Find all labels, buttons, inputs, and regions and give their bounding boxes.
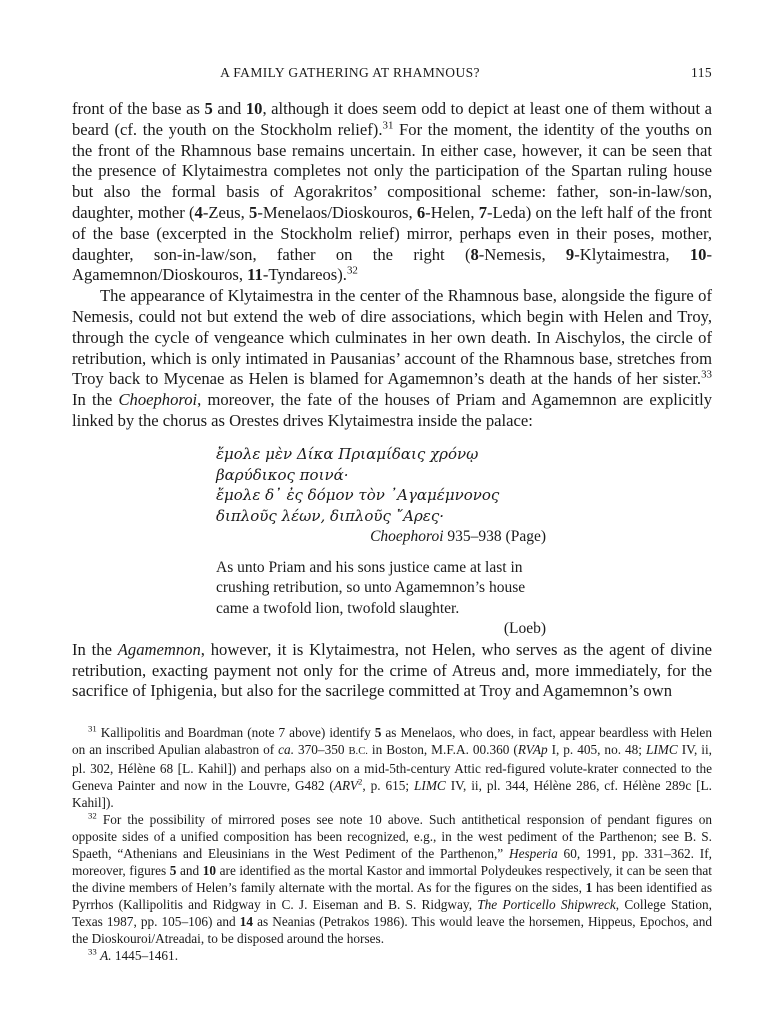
work-title: Choephoroi bbox=[118, 390, 198, 410]
greek-line: βαρύδικος ποινά· bbox=[216, 465, 349, 484]
footnote-33: $^{33}$ A. 1445–1461. bbox=[88, 946, 179, 963]
paragraph-2: The appearance of Klytaimestra in the center of the Rhamnous base, alongside the figure of Nemesis, could not but extend the web of dire associations, which begin with Helen and Troy, through the cycle of vengeance which culminates in her own death. In Aischylos, the circle of retribution, which is only intimated in Pausanias’ account of the Rhamnous base, stretches from Troy back to Mycenae as Helen is blamed for Agamemnon’s death at the hands of her sister.$^{33}$ In the Choephoroi, moreover, the fate of the houses of Priam and Agamemnon are explicitly linked by the chorus as Orestes drives Klytaimestra inside the palace: bbox=[72, 286, 712, 430]
greek-line: διπλοῦς λέων, διπλοῦς ῎Αρες· bbox=[216, 507, 445, 526]
paragraph-3: In the Agamemnon, however, it is Klytaimestra, not Helen, who serves as the agent of divine retribution, exacting payment not only for the crime of Atreus and, more immediately, for the sacrifice of Iphigenia, but also for the sacrilege committed at Troy and Agamemnon’s own bbox=[72, 639, 712, 701]
running-title: A FAMILY GATHERING AT RHAMNOUS? bbox=[220, 65, 480, 80]
footnotes bbox=[72, 724, 712, 964]
greek-line: ἔμολε δ᾽ ἐς δόμον τὸν ᾽Αγαμέμνονος bbox=[216, 486, 500, 505]
footnote-ref: 33 bbox=[701, 368, 712, 381]
footnote-32: $^{32}$ For the possibility of mirrored poses see note 10 above. Such antithetical responsion of pendant figures on opposite sides of a unified composition has been recognized, e.g., in the west pediment of the Parthenon; see B. S. Spaeth, “Athenians and Eleusinians in the West Pediment of the Parthenon,” Hesperia 60, 1991, pp. 331–362. If, moreover, figures 5 and 10 are identified as the mortal Kastor and immortal Polydeukes respectively, it can be seen that the divine members of Helen’s family alternate with the mortal. As for the figures on the sides, 1 has been identified as Pyrrhos (Kallipolitis and Ridgway in C. J. Eiseman and B. S. Ridgway, The Porticello Shipwreck, College Station, Texas 1987, pp. 105–106) and 14 as Neanias (Petrakos 1986). This would leave the horsemen, Hippeus, Epochos, and the Dioskouroi/Atreadai, to be disposed around the horses. bbox=[72, 810, 712, 946]
figure-number: 10 bbox=[245, 99, 263, 118]
translation-line: crushing retribution, so unto Agamemnon’s house bbox=[216, 579, 526, 597]
translation-line: As unto Priam and his sons justice came at last in bbox=[216, 558, 523, 576]
translation-line: came a twofold lion, twofold slaughter. bbox=[216, 599, 460, 617]
footnote-ref: 32 bbox=[346, 264, 358, 277]
footnote-31: $^{31}$ Kallipolitis and Boardman (note 7 above) identify 5 as Menelaos, who does, in fact, appear beardless with Helen on an inscribed Apulian alabastron of ca. 370–350 B.C. in Boston, M.F.A. 00.360 (RVAp I, p. 405, no. 48; LIMC IV, ii, pl. 302, Hélène 68 [L. Kahil]) and perhaps also on a mid-5th-century Attic red-figured volute-krater connected to the Geneva Painter and now in the Louvre, G482 (ARV$^2$, p. 615; LIMC IV, ii, pl. 344, Hélène 286, cf. Hélène 289c [L. Kahil]). bbox=[72, 723, 713, 810]
paragraph-1: front of the base as 5 and 10, although it does seem odd to depict at least one of them without a beard (cf. the youth on the Stockholm relief).$^{31}$ For the moment, the identity of the youths on the front of the Rhamnous base remains uncertain. In either case, however, it can be seen that the presence of Klytaimestra completes not only the participation of the Spartan ruling house but also the formal basis of Agorakritos’ compositional scheme: father, son-in-law/son, daughter, mother (4-Zeus, 5-Menelaos/Dioskouros, 6-Helen, 7-Leda) on the left half of the front of the base (excerpted in the Stockholm relief) mirror, perhaps even in their poses, mother, daughter, son-in-law/son, father on the right (8-Nemesis, 9-Klytaimestra, 10-Agamemnon/Dioskouros, 11-Tyndareos).$^{32}$ bbox=[72, 99, 712, 285]
greek-line: ἔμολε μὲν Δίκα Πριαμίδαις χρόνῳ bbox=[216, 444, 479, 463]
greek-quotation bbox=[216, 444, 712, 527]
footnote-ref: 31 bbox=[382, 119, 394, 132]
quotation-citation: Choephoroi 935–938 (Page) bbox=[370, 527, 546, 545]
main-text bbox=[72, 99, 712, 702]
figure-number: 5 bbox=[204, 99, 213, 118]
work-title: Agamemnon bbox=[117, 639, 201, 659]
translation-source: (Loeb) bbox=[503, 620, 546, 638]
translation bbox=[216, 558, 546, 640]
page-number: 115 bbox=[691, 65, 712, 80]
